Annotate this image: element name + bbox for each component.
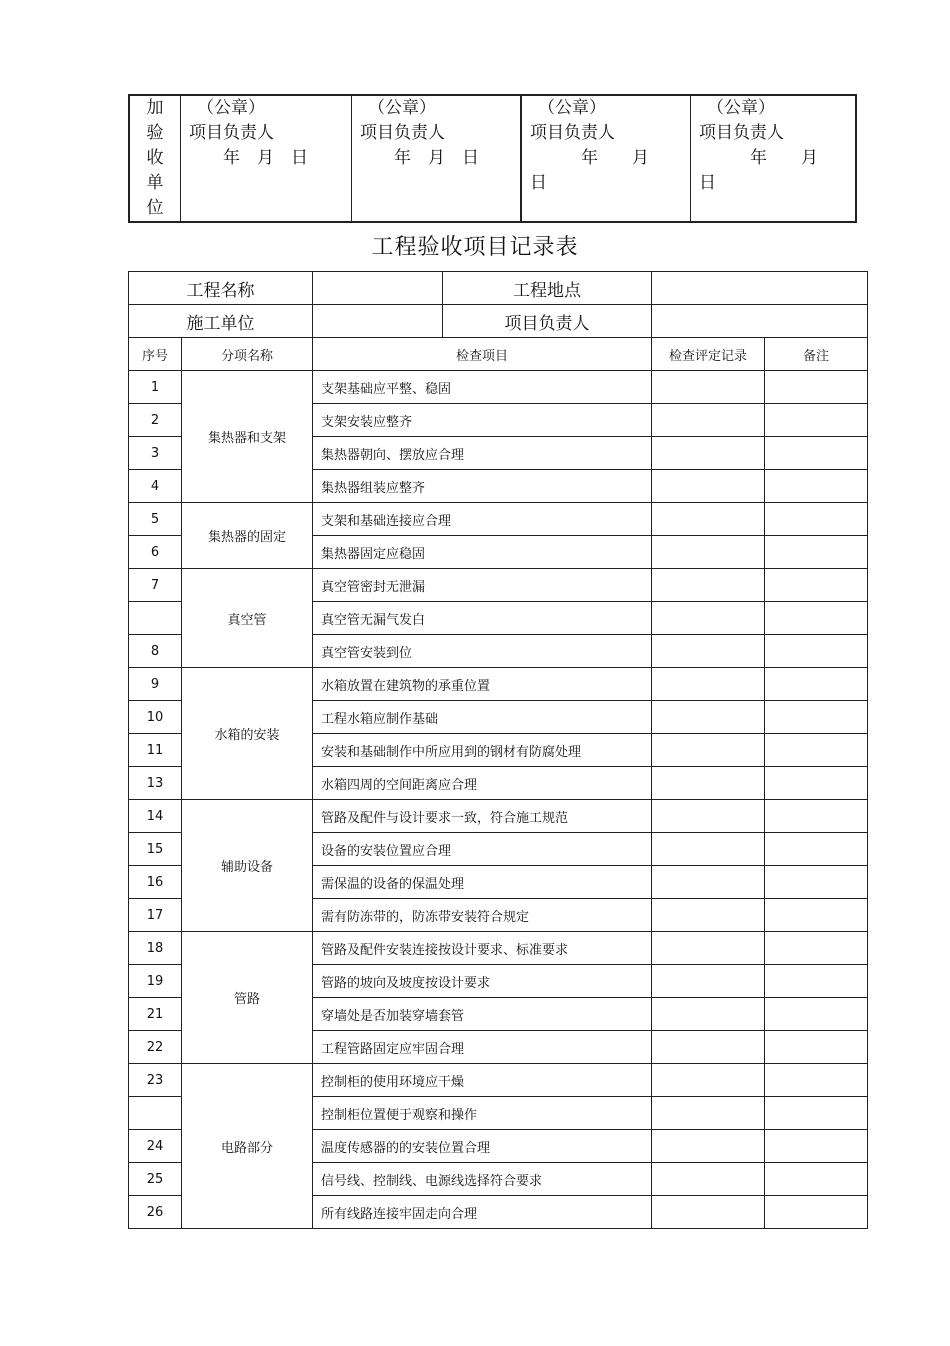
table-row bbox=[129, 800, 868, 833]
record-cell[interactable] bbox=[652, 1130, 765, 1163]
project-location-value[interactable] bbox=[652, 272, 868, 305]
note-cell[interactable] bbox=[765, 635, 868, 668]
check-item: 工程水箱应制作基础 bbox=[313, 701, 652, 734]
check-item: 真空管密封无泄漏 bbox=[313, 569, 652, 602]
check-item: 控制柜位置便于观察和操作 bbox=[313, 1097, 652, 1130]
seal-label: （公章） bbox=[368, 98, 436, 118]
inspection-rows bbox=[129, 371, 868, 1229]
header-subitem: 分项名称 bbox=[182, 338, 313, 371]
table-row bbox=[129, 569, 868, 602]
note-cell[interactable] bbox=[765, 1196, 868, 1229]
check-item: 管路及配件安装连接按设计要求、标准要求 bbox=[313, 932, 652, 965]
label-char: 验 bbox=[146, 123, 164, 143]
record-cell[interactable] bbox=[652, 899, 765, 932]
subitem-name: 管路 bbox=[182, 932, 313, 1064]
note-cell[interactable] bbox=[765, 1064, 868, 1097]
row-number: 6 bbox=[129, 536, 182, 569]
row-number: 24 bbox=[129, 1130, 182, 1163]
subitem-name: 辅助设备 bbox=[182, 800, 313, 932]
leader-label: 项目负责人 bbox=[189, 123, 274, 143]
signature-column-2 bbox=[352, 95, 522, 222]
check-item: 真空管无漏气发白 bbox=[313, 602, 652, 635]
check-item: 水箱四周的空间距离应合理 bbox=[313, 767, 652, 800]
date-label: 年 月 日 bbox=[360, 148, 479, 168]
record-cell[interactable] bbox=[652, 965, 765, 998]
record-cell[interactable] bbox=[652, 635, 765, 668]
row-number: 7 bbox=[129, 569, 182, 602]
check-item: 所有线路连接牢固走向合理 bbox=[313, 1196, 652, 1229]
table-row bbox=[129, 1064, 868, 1097]
date-day-label: 日 bbox=[530, 173, 547, 193]
check-item: 支架基础应平整、稳固 bbox=[313, 371, 652, 404]
note-cell[interactable] bbox=[765, 701, 868, 734]
check-item: 设备的安装位置应合理 bbox=[313, 833, 652, 866]
note-cell[interactable] bbox=[765, 866, 868, 899]
label-char: 位 bbox=[146, 198, 164, 218]
seal-label: （公章） bbox=[707, 98, 775, 118]
table-row bbox=[129, 932, 868, 965]
check-item: 安装和基础制作中所应用到的钢材有防腐处理 bbox=[313, 734, 652, 767]
row-number: 2 bbox=[129, 404, 182, 437]
row-number: 17 bbox=[129, 899, 182, 932]
check-item: 穿墙处是否加装穿墙套管 bbox=[313, 998, 652, 1031]
header-seq: 序号 bbox=[129, 338, 182, 371]
project-location-label: 工程地点 bbox=[513, 280, 581, 301]
record-cell[interactable] bbox=[652, 932, 765, 965]
row-number: 1 bbox=[129, 371, 182, 404]
check-item: 控制柜的使用环境应干燥 bbox=[313, 1064, 652, 1097]
note-cell[interactable] bbox=[765, 1130, 868, 1163]
signature-column-1 bbox=[181, 95, 352, 222]
row-number: 14 bbox=[129, 800, 182, 833]
subitem-name: 水箱的安装 bbox=[182, 668, 313, 800]
date-label: 年 月 bbox=[530, 148, 649, 168]
record-cell[interactable] bbox=[652, 998, 765, 1031]
check-item: 集热器固定应稳固 bbox=[313, 536, 652, 569]
row-number bbox=[129, 1097, 182, 1130]
check-item: 支架和基础连接应合理 bbox=[313, 503, 652, 536]
check-item: 管路的坡向及坡度按设计要求 bbox=[313, 965, 652, 998]
row-number: 18 bbox=[129, 932, 182, 965]
subitem-name: 真空管 bbox=[182, 569, 313, 668]
header-check-item: 检查项目 bbox=[313, 338, 652, 371]
table-row bbox=[129, 668, 868, 701]
row-number: 8 bbox=[129, 635, 182, 668]
record-cell[interactable] bbox=[652, 1196, 765, 1229]
signature-column-3 bbox=[521, 95, 691, 222]
note-cell[interactable] bbox=[765, 899, 868, 932]
note-cell[interactable] bbox=[765, 833, 868, 866]
check-item: 集热器组装应整齐 bbox=[313, 470, 652, 503]
check-item: 需有防冻带的，防冻带安装符合规定 bbox=[313, 899, 652, 932]
label-char: 收 bbox=[146, 148, 164, 168]
record-cell[interactable] bbox=[652, 833, 765, 866]
check-item: 集热器朝向、摆放应合理 bbox=[313, 437, 652, 470]
label-char: 加 bbox=[146, 98, 164, 118]
note-cell[interactable] bbox=[765, 1031, 868, 1064]
note-cell[interactable] bbox=[765, 371, 868, 404]
project-leader-value[interactable] bbox=[652, 305, 868, 338]
row-number: 25 bbox=[129, 1163, 182, 1196]
record-cell[interactable] bbox=[652, 866, 765, 899]
note-cell[interactable] bbox=[765, 1163, 868, 1196]
project-name-value[interactable] bbox=[313, 272, 443, 305]
record-cell[interactable] bbox=[652, 734, 765, 767]
signature-table bbox=[128, 94, 857, 223]
check-item: 支架安装应整齐 bbox=[313, 404, 652, 437]
seal-label: （公章） bbox=[197, 98, 265, 118]
row-number: 23 bbox=[129, 1064, 182, 1097]
header-note: 备注 bbox=[765, 338, 868, 371]
check-item: 管路及配件与设计要求一致，符合施工规范 bbox=[313, 800, 652, 833]
project-location-cell bbox=[443, 272, 652, 305]
leader-label: 项目负责人 bbox=[360, 123, 445, 143]
record-cell[interactable] bbox=[652, 668, 765, 701]
date-label: 年 月 bbox=[699, 148, 818, 168]
page-title: 工程验收项目记录表 bbox=[371, 235, 579, 260]
check-item: 工程管路固定应牢固合理 bbox=[313, 1031, 652, 1064]
record-cell[interactable] bbox=[652, 503, 765, 536]
note-cell[interactable] bbox=[765, 470, 868, 503]
note-cell[interactable] bbox=[765, 602, 868, 635]
check-item: 水箱放置在建筑物的承重位置 bbox=[313, 668, 652, 701]
project-leader-label: 项目负责人 bbox=[443, 305, 652, 338]
subitem-name: 集热器和支架 bbox=[182, 371, 313, 503]
row-number: 22 bbox=[129, 1031, 182, 1064]
check-item: 需保温的设备的保温处理 bbox=[313, 866, 652, 899]
record-cell[interactable] bbox=[652, 470, 765, 503]
header-record: 检查评定记录 bbox=[652, 338, 765, 371]
seal-label: （公章） bbox=[538, 98, 606, 118]
record-cell[interactable] bbox=[652, 569, 765, 602]
note-cell[interactable] bbox=[765, 437, 868, 470]
note-cell[interactable] bbox=[765, 998, 868, 1031]
subitem-name: 集热器的固定 bbox=[182, 503, 313, 569]
note-cell[interactable] bbox=[765, 404, 868, 437]
row-number: 26 bbox=[129, 1196, 182, 1229]
record-cell[interactable] bbox=[652, 767, 765, 800]
date-label: 年 月 日 bbox=[189, 148, 308, 168]
note-cell[interactable] bbox=[765, 503, 868, 536]
row-number bbox=[129, 602, 182, 635]
record-cell[interactable] bbox=[652, 536, 765, 569]
note-cell[interactable] bbox=[765, 734, 868, 767]
row-number: 5 bbox=[129, 503, 182, 536]
record-cell[interactable] bbox=[652, 437, 765, 470]
note-cell[interactable] bbox=[765, 800, 868, 833]
construction-unit-value[interactable] bbox=[313, 305, 443, 338]
subitem-name: 电路部分 bbox=[182, 1064, 313, 1229]
record-cell[interactable] bbox=[652, 1163, 765, 1196]
signature-unit-label bbox=[129, 95, 181, 222]
record-cell[interactable] bbox=[652, 701, 765, 734]
record-cell[interactable] bbox=[652, 800, 765, 833]
table-row bbox=[129, 503, 868, 536]
note-cell[interactable] bbox=[765, 965, 868, 998]
check-item: 信号线、控制线、电源线选择符合要求 bbox=[313, 1163, 652, 1196]
row-number: 15 bbox=[129, 833, 182, 866]
leader-label: 项目负责人 bbox=[530, 123, 615, 143]
note-cell[interactable] bbox=[765, 767, 868, 800]
row-number: 16 bbox=[129, 866, 182, 899]
row-number: 13 bbox=[129, 767, 182, 800]
signature-column-4 bbox=[691, 95, 857, 222]
table-row bbox=[129, 371, 868, 404]
note-cell[interactable] bbox=[765, 569, 868, 602]
row-number: 21 bbox=[129, 998, 182, 1031]
record-cell[interactable] bbox=[652, 1097, 765, 1130]
note-cell[interactable] bbox=[765, 536, 868, 569]
note-cell[interactable] bbox=[765, 1097, 868, 1130]
record-cell[interactable] bbox=[652, 602, 765, 635]
record-cell[interactable] bbox=[652, 1064, 765, 1097]
row-number: 3 bbox=[129, 437, 182, 470]
inspection-table bbox=[128, 271, 868, 1229]
row-number: 9 bbox=[129, 668, 182, 701]
record-cell[interactable] bbox=[652, 371, 765, 404]
label-char: 单 bbox=[146, 173, 164, 193]
note-cell[interactable] bbox=[765, 668, 868, 701]
leader-label: 项目负责人 bbox=[699, 123, 784, 143]
record-cell[interactable] bbox=[652, 1031, 765, 1064]
project-name-label: 工程名称 bbox=[129, 272, 313, 305]
date-day-label: 日 bbox=[699, 173, 716, 193]
row-number: 19 bbox=[129, 965, 182, 998]
check-item: 真空管安装到位 bbox=[313, 635, 652, 668]
row-number: 10 bbox=[129, 701, 182, 734]
note-cell[interactable] bbox=[765, 932, 868, 965]
record-cell[interactable] bbox=[652, 404, 765, 437]
row-number: 4 bbox=[129, 470, 182, 503]
check-item: 温度传感器的的安装位置合理 bbox=[313, 1130, 652, 1163]
row-number: 11 bbox=[129, 734, 182, 767]
construction-unit-label: 施工单位 bbox=[129, 305, 313, 338]
